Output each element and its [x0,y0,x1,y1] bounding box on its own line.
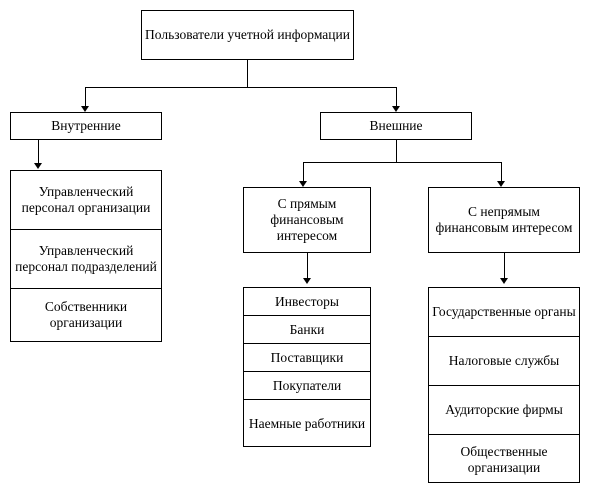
list-item-label: Покупатели [272,377,342,393]
connector-root-stem [247,60,248,87]
node-direct-interest [243,187,371,253]
list-item-label: Наемные работники [248,416,366,432]
node-external-label: Внешние [369,118,423,134]
list-item-label: Инвесторы [275,293,339,309]
node-indirect-interest-label: С непрямым финансовым интересом [435,204,573,235]
node-indirect-interest [428,187,580,253]
list-item [11,171,161,230]
list-item-label: Управленческий персонал организации [21,184,151,215]
connector-indirect-stack [504,253,505,281]
list-item-label: Общественные организации [460,443,548,475]
node-internal [10,112,162,140]
list-item-label: Налоговые службы [448,353,560,369]
list-item-label: Управленческий персонал подразделений [15,243,157,274]
connector-external-stem [396,140,397,162]
connector-external-bus [303,162,501,163]
node-root [141,10,354,60]
list-item [244,372,370,400]
list-item [244,344,370,372]
list-item-label: Аудиторские фирмы [445,402,563,418]
stack-indirect-items [428,287,580,483]
node-external [320,112,472,140]
arrow-indirect-stack [500,278,508,284]
list-item-label: Банки [289,321,325,337]
node-root-label: Пользователи учетной информации [145,27,350,43]
list-item [429,288,579,337]
list-item [244,400,370,448]
list-item [429,435,579,484]
list-item [244,288,370,316]
node-internal-label: Внутренние [51,118,121,134]
stack-internal-items [10,170,162,342]
arrow-direct-stack [303,278,311,284]
list-item [244,316,370,344]
stack-direct-items [243,287,371,447]
node-direct-interest-label: С прямым финансовым интересом [270,196,344,243]
list-item [11,230,161,289]
list-item-label: Государственные органы [432,304,576,320]
list-item [429,386,579,435]
list-item-label: Поставщики [270,349,344,365]
list-item [429,337,579,386]
list-item-label: Собственники организации [44,299,128,330]
connector-root-bus [85,87,397,88]
connector-direct-stack [307,253,308,281]
arrow-internal-stack [34,163,42,169]
list-item [11,289,161,341]
